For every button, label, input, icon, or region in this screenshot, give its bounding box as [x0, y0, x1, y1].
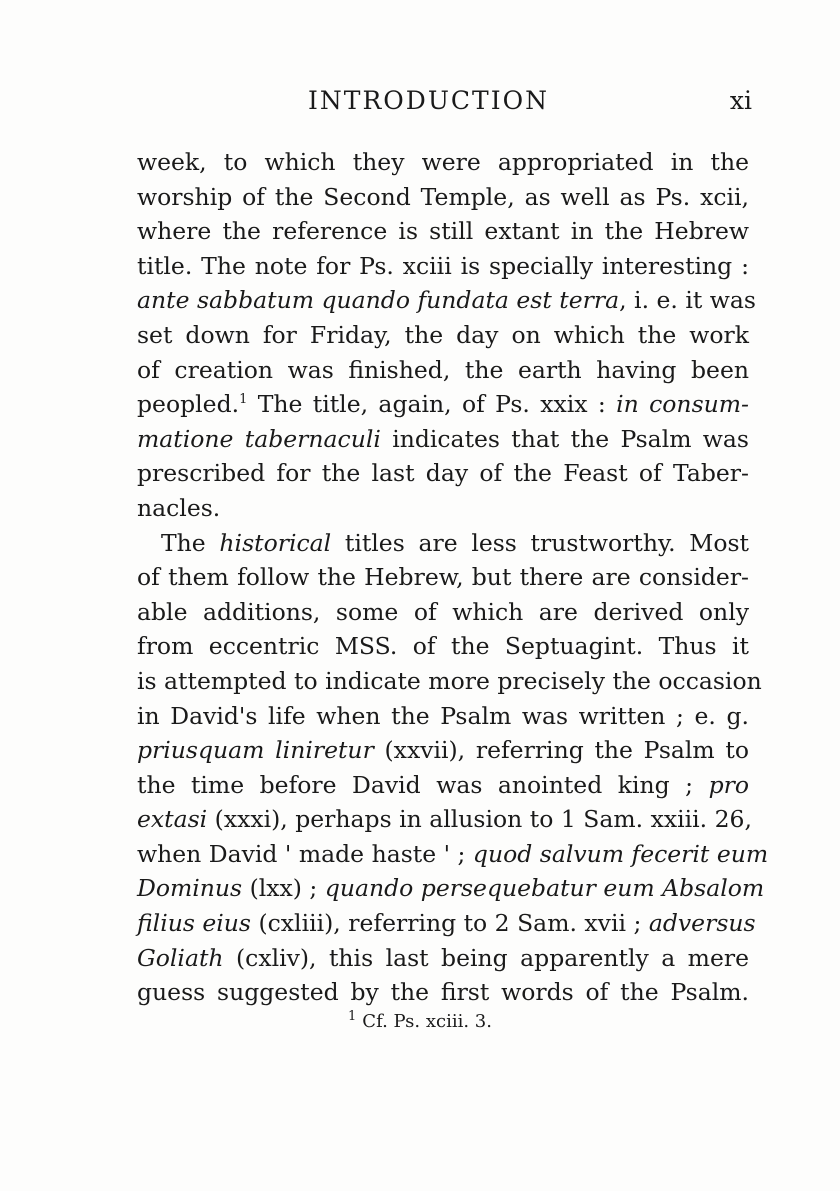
- text-segment: (lxx) ;: [242, 874, 325, 903]
- footnote-reference: 1: [239, 392, 248, 408]
- text-line: [137, 699, 749, 734]
- text-line: [137, 906, 756, 941]
- text-line: [137, 941, 749, 976]
- italic-text: matione tabernaculi: [137, 424, 381, 453]
- text-line: [137, 560, 749, 595]
- italic-text: Dominus: [137, 874, 243, 903]
- text-line: [137, 318, 749, 353]
- footnote-mark: 1: [348, 1009, 357, 1024]
- text-line: [137, 387, 749, 422]
- page-title: INTRODUCTION: [308, 86, 549, 115]
- footnote-text: Cf. Ps. xciii. 3.: [362, 1011, 492, 1032]
- italic-text: extasi: [137, 805, 208, 834]
- italic-text: adversus: [648, 909, 756, 938]
- text-segment: in David's life when the Psalm was written ; e. g.: [137, 701, 749, 730]
- text-line: [137, 422, 749, 457]
- text-segment: is attempted to indicate more precisely the occasion: [137, 666, 762, 695]
- text-line: [137, 975, 749, 1010]
- footnote: [0, 1009, 840, 1032]
- text-line: [137, 283, 756, 318]
- text-segment: able additions, some of which are derived only: [137, 597, 749, 626]
- body-text: [137, 145, 769, 1010]
- text-segment: , i. e. it was: [619, 286, 756, 315]
- text-segment: (xxvii), referring the Psalm to: [373, 736, 749, 765]
- text-segment: set down for Friday, the day on which the work: [137, 320, 749, 349]
- italic-text: quando persequebatur eum Absalom: [324, 874, 765, 903]
- text-segment: week, to which they were appropriated in the: [137, 148, 749, 176]
- text-line: [137, 664, 762, 699]
- italic-text: filius eius: [137, 909, 251, 938]
- italic-text: ante sabbatum quando fundata est terra: [137, 286, 620, 315]
- text-segment: (xxxi), perhaps in allusion to 1 Sam. xxiii. 26,: [207, 805, 752, 834]
- text-segment: (cxliii), referring to 2 Sam. xvii ;: [251, 909, 649, 938]
- text-segment: prescribed for the last day of the Feast of Taber-: [137, 459, 749, 488]
- page-number: xi: [729, 86, 752, 115]
- text-segment: (cxliv), this last being apparently a mere: [223, 943, 749, 972]
- text-line: [137, 180, 749, 215]
- text-segment: nacles.: [137, 493, 221, 522]
- italic-text: historical: [219, 528, 332, 557]
- text-line: [137, 871, 765, 906]
- text-segment: from eccentric MSS. of the Septuagint. Thus it: [137, 632, 749, 661]
- text-line: [137, 249, 749, 284]
- text-segment: where the reference is still extant in the Hebrew: [137, 217, 749, 246]
- running-head: [137, 86, 760, 122]
- text-line: [137, 629, 749, 664]
- italic-text: pro: [708, 770, 749, 799]
- text-line: [137, 526, 749, 561]
- text-segment: The title, again, of Ps. xxix :: [247, 390, 617, 419]
- text-line: [137, 837, 769, 872]
- text-segment: of them follow the Hebrew, but there are consider-: [137, 563, 749, 592]
- text-line: [137, 802, 752, 837]
- text-line: [137, 733, 749, 768]
- text-segment: indicates that the Psalm was: [380, 424, 749, 453]
- italic-text: priusquam liniretur: [137, 736, 374, 765]
- text-segment: peopled.: [137, 390, 240, 419]
- text-line: [137, 456, 749, 491]
- text-segment: of creation was finished, the earth having been: [137, 355, 749, 384]
- text-segment: worship of the Second Temple, as well as Ps. xcii,: [137, 182, 749, 211]
- text-segment: guess suggested by the first words of the Psalm.: [137, 978, 749, 1007]
- text-segment: title. The note for Ps. xciii is specially interesting :: [137, 251, 749, 280]
- text-line: [137, 145, 749, 180]
- text-line: [137, 595, 749, 630]
- italic-text: in consum-: [616, 390, 749, 419]
- text-line: [137, 353, 749, 388]
- text-line: [137, 214, 749, 249]
- italic-text: Goliath: [137, 943, 224, 972]
- text-segment: titles are less trustworthy. Most: [331, 528, 749, 557]
- text-segment: when David ' made haste ' ;: [137, 839, 473, 868]
- text-segment: the time before David was anointed king ;: [137, 770, 709, 799]
- text-line: [137, 491, 749, 526]
- text-line: [137, 768, 749, 803]
- text-segment: The: [161, 528, 220, 557]
- italic-text: quod salvum fecerit eum: [472, 839, 769, 868]
